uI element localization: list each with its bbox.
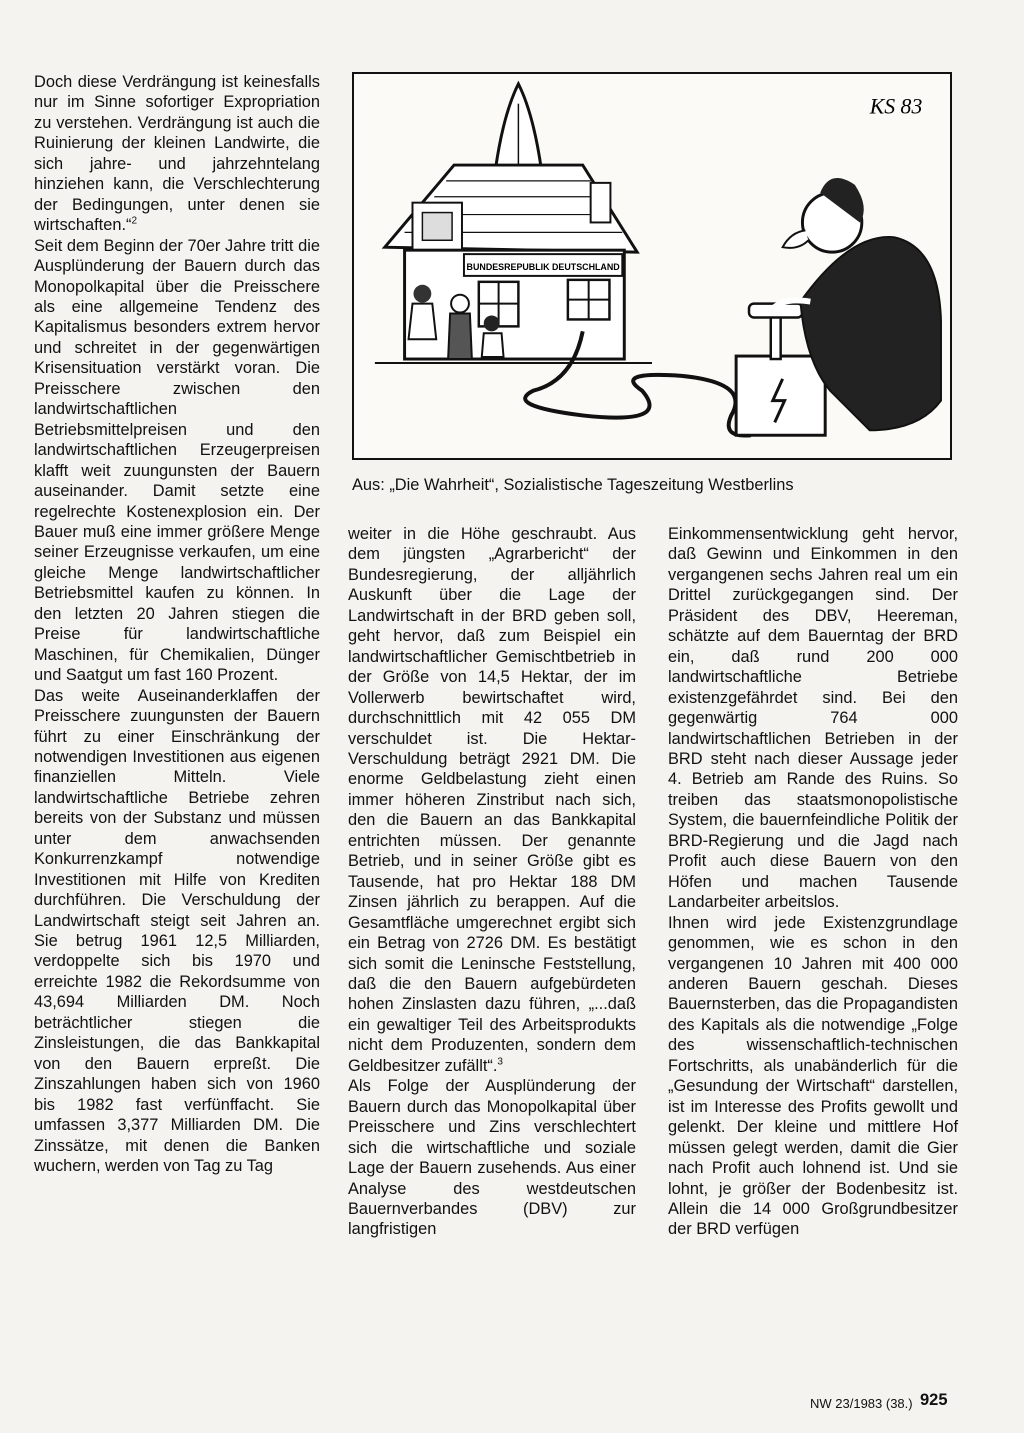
left-paragraph-2: Seit dem Beginn der 70er Jahre tritt die Ausplünderung der Bauern durch das Monopolkapital über die Preisschere als eine allgemeine Tendenz des Kapitalismus besonders extrem hervor und schreitet in der gegenwärtigen Krisensituation verstärkt voran. Die Preisschere zwischen den landwirtschaftlichen Betriebsmittelpreisen und den landwirtschaftlichen Erzeugerpreisen klafft weit zuungunsten der Bauern auseinander. Damit setzte eine regelrechte Kostenexplosion ein. Der Bauer muß eine immer größere Menge seiner Erzeugnisse verkaufen, um eine gleiche Menge landwirtschaftlicher Betriebsmittel kaufen zu können. In den letzten 20 Jahren stiegen die Preise für landwirtschaftliche Maschinen, für Chemikalien, Dünger und Saatgut um fast 160 Prozent. (34, 236, 320, 685)
page-number: 925 (920, 1391, 948, 1409)
detonator-box (736, 356, 825, 435)
cartoon-illustration (352, 72, 952, 460)
right-paragraph-1: Einkommensentwicklung geht hervor, daß Gewinn und Einkommen in den vergangenen sechs Jahren real um ein Drittel zurückgegangen sind. Der Präsident des DBV, Heereman, schätzte auf dem Bauerntag der BRD ein, daß rund 200 000 landwirtschaftliche Betriebe existenzgefährdet sind. Bei den gegenwärtig 764 000 landwirtschaftlichen Betrieben in der BRD steht nach dieser Aussage jeder 4. Betrieb am Rande des Ruins. So treiben das staatsmonopolistische System, die bauernfeindliche Politik der BRD-Regierung und die Jagd nach Profit auch diese Bauern von den Höfen und machen Tausende Landarbeiter arbeitslos. (668, 525, 958, 912)
middle-column (348, 524, 636, 1240)
cartoon-drawing (354, 74, 950, 458)
right-paragraph-2: Ihnen wird jede Existenzgrundlage genommen, wie es schon in den vergangenen 10 Jahren mit 400 000 anderen Bauern geschah. Dieses Bauernsterben, das die Propagandisten des Kapitals als die notwendige „Folge des wissenschaftlich-technischen Fortschritts, als unabänderlich für die „Gesundung der Wirtschaft“ darstellen, ist im Interesse des Profits gewollt und gelenkt. Der kleine und mittlere Hof müssen gelegt werden, damit die Gier nach Profit auch lohnend ist. Und sie lohnt, je größer der Bodenbesitz ist. Allein die 14 000 Großgrundbesitzer der BRD verfügen (668, 913, 958, 1239)
footnote-marker-2: 2 (131, 215, 138, 227)
issue-reference: NW 23/1983 (38.) (810, 1396, 913, 1411)
left-column (34, 72, 320, 1176)
right-column (668, 524, 958, 1240)
left-paragraph-3: Das weite Auseinanderklaffen der Preisschere zuungunsten der Bauern führt zu einer Einschränkung der notwendigen Investitionen aus eigenen finanziellen Mitteln. Viele landwirtschaftliche Betriebe zehren bereits von der Substanz und müssen unter dem anwachsenden Konkurrenzkampf notwendige Investitionen mit Hilfe von Krediten durchführen. Die Verschuldung der Landwirtschaft steigt seit Jahren an. Sie betrug 1961 12,5 Milliarden, verdoppelte sich bis 1970 und erreichte 1982 die Rekordsumme von 43,694 Milliarden DM. Noch beträchtlicher stiegen die Zinsleistungen, die das Bankkapital von den Bauern erpreßt. Die Zinszahlungen haben sich von 1960 bis 1982 fast verfünffacht. Sie umfassen 3,377 Milliarden DM. Die Zinssätze, mit denen die Banken wuchern, werden von Tag zu Tag (34, 686, 320, 1176)
cartoon-caption: Aus: „Die Wahrheit“, Sozialistische Tageszeitung Westberlins (352, 476, 794, 494)
footnote-marker-3: 3 (497, 1056, 503, 1068)
middle-paragraph-2: Als Folge der Ausplünderung der Bauern durch das Monopolkapital über Preisschere und Zins verschlechtert sich die wirtschaftliche und soziale Lage der Bauern zusehends. Aus einer Analyse des westdeutschen Bauernverbandes (DBV) zur langfristigen (348, 1077, 636, 1239)
cartoonist-signature: KS 83 (869, 94, 923, 119)
left-paragraph-1: Doch diese Verdrängung ist keinesfalls nur im Sinne sofortiger Expropriation zu verstehen. Verdrängung ist auch die Ruinierung der kleinen Landwirte, die sich jahre- und jahrzehntelang hinziehen kann, die Verschlechterung der Bedingungen, unter denen sie wirtschaften.“$^2$ (34, 73, 320, 235)
house-sign-text: BUNDESREPUBLIK DEUTSCHLAND (466, 261, 620, 272)
middle-paragraph-1: weiter in die Höhe geschraubt. Aus dem jüngsten „Agrarbericht“ der Bundesregierung, der alljährlich Auskunft über die Lage der Landwirtschaft in der BRD geben soll, geht hervor, daß zum Beispiel ein landwirtschaftlicher Gemischtbetrieb in der Größe von 14,5 Hektar, der im Vollerwerb bewirtschaftet wird, durchschnittlich mit 42 055 DM verschuldet ist. Die Hektar-Verschuldung beträgt 2921 DM. Die enorme Geldbelastung zieht einen immer höheren Zinstribut nach sich, den die Bauern an das Bankkapital entrichten müssen. Der genannte Betrieb, und in seiner Größe gibt es Tausende, hat pro Hektar 188 DM Zinsen jährlich zu berappen. Auf die Gesamtfläche umgerechnet ergibt sich ein Betrag von 2726 DM. Es bestätigt sich somit die Leninsche Feststellung, daß die den Bauern aufgebürdeten hohen Zinslasten dazu führen, „...daß ein gewaltiger Teil des Arbeitsprodukts nicht dem Produzenten, sondern dem Geldbesitzer zufällt“.$^3$ (348, 525, 636, 1075)
